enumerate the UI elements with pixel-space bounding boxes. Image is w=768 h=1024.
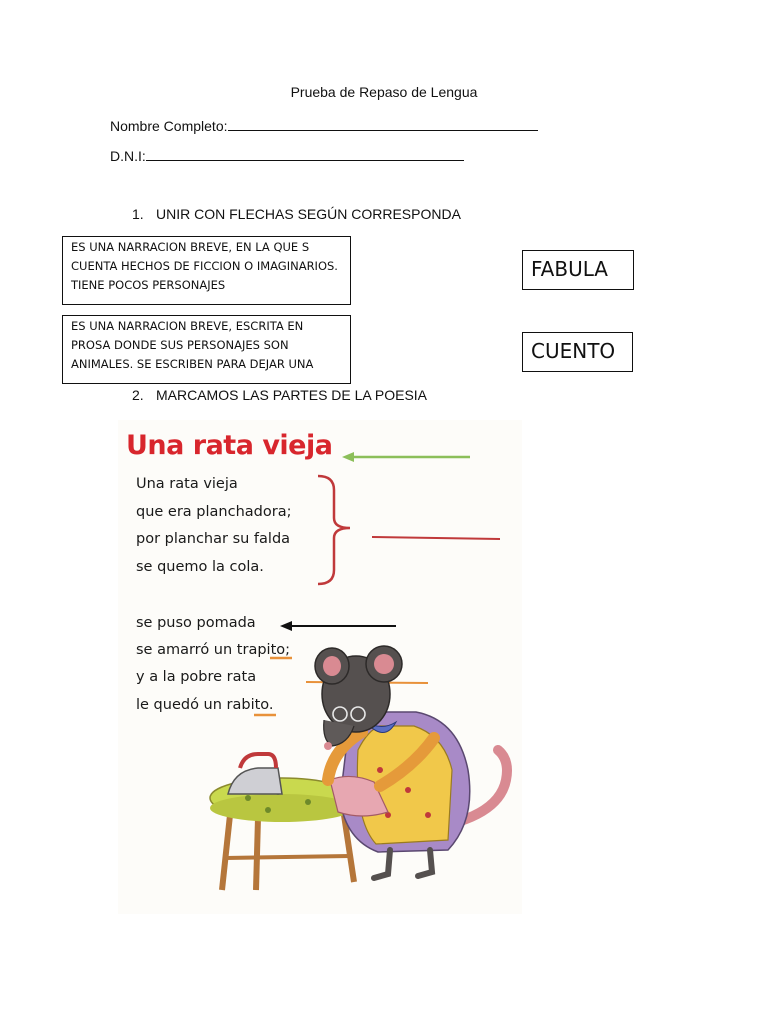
poem-verse: Una rata vieja xyxy=(136,476,238,492)
page-title: Prueba de Repaso de Lengua xyxy=(290,84,478,100)
name-blank-line[interactable] xyxy=(228,116,538,131)
poem-verse: se quemo la cola. xyxy=(136,559,264,575)
question-1 xyxy=(132,206,461,222)
name-field[interactable] xyxy=(110,116,538,134)
green-arrow-icon xyxy=(342,452,470,462)
definition-box-1[interactable] xyxy=(62,236,351,305)
poem-title: Una rata vieja xyxy=(126,430,333,461)
poem-verse: y a la pobre rata xyxy=(136,669,257,685)
definition-2-line: ANIMALES. SE ESCRIBEN PARA DEJAR UNA xyxy=(71,357,314,371)
ironing-table-icon xyxy=(210,778,354,890)
poem-illustration xyxy=(118,420,522,914)
poem-annotations xyxy=(118,420,522,914)
definition-1-line: CUENTA HECHOS DE FICCION O IMAGINARIOS. xyxy=(71,259,338,273)
term-box-cuento[interactable]: CUENTO xyxy=(522,332,633,372)
black-arrow-icon xyxy=(280,621,396,631)
dni-field[interactable] xyxy=(110,146,464,164)
question-2 xyxy=(132,387,427,403)
question-2-number: 2. xyxy=(132,387,144,403)
question-1-text: UNIR CON FLECHAS SEGÚN CORRESPONDA xyxy=(156,206,461,222)
poem-verse: se puso pomada xyxy=(136,615,256,631)
poem-verse: que era planchadora; xyxy=(136,504,292,520)
question-2-text: MARCAMOS LAS PARTES DE LA POESIA xyxy=(156,387,428,403)
poem-verse: le quedó un rabito. xyxy=(136,697,274,713)
iron-icon xyxy=(228,754,282,794)
name-label: Nombre Completo: xyxy=(110,118,228,134)
definition-box-2[interactable] xyxy=(62,315,351,384)
definition-2-line: PROSA DONDE SUS PERSONAJES SON xyxy=(71,338,289,352)
dni-blank-line[interactable] xyxy=(146,146,464,161)
poem-verse: por planchar su falda xyxy=(136,531,291,547)
red-answer-line xyxy=(372,537,500,539)
poem-verse: se amarró un trapito; xyxy=(136,642,291,658)
question-1-number: 1. xyxy=(132,206,144,222)
dni-label: D.N.I: xyxy=(110,148,146,164)
red-brace-icon xyxy=(318,476,350,584)
definition-1-line: TIENE POCOS PERSONAJES xyxy=(71,278,226,292)
mouse-illustration-icon xyxy=(315,646,507,878)
definition-2-line: ES UNA NARRACION BREVE, ESCRITA EN xyxy=(71,319,304,333)
term-box-fabula[interactable]: FABULA xyxy=(522,250,634,290)
definition-1-line: ES UNA NARRACION BREVE, EN LA QUE S xyxy=(71,240,310,254)
